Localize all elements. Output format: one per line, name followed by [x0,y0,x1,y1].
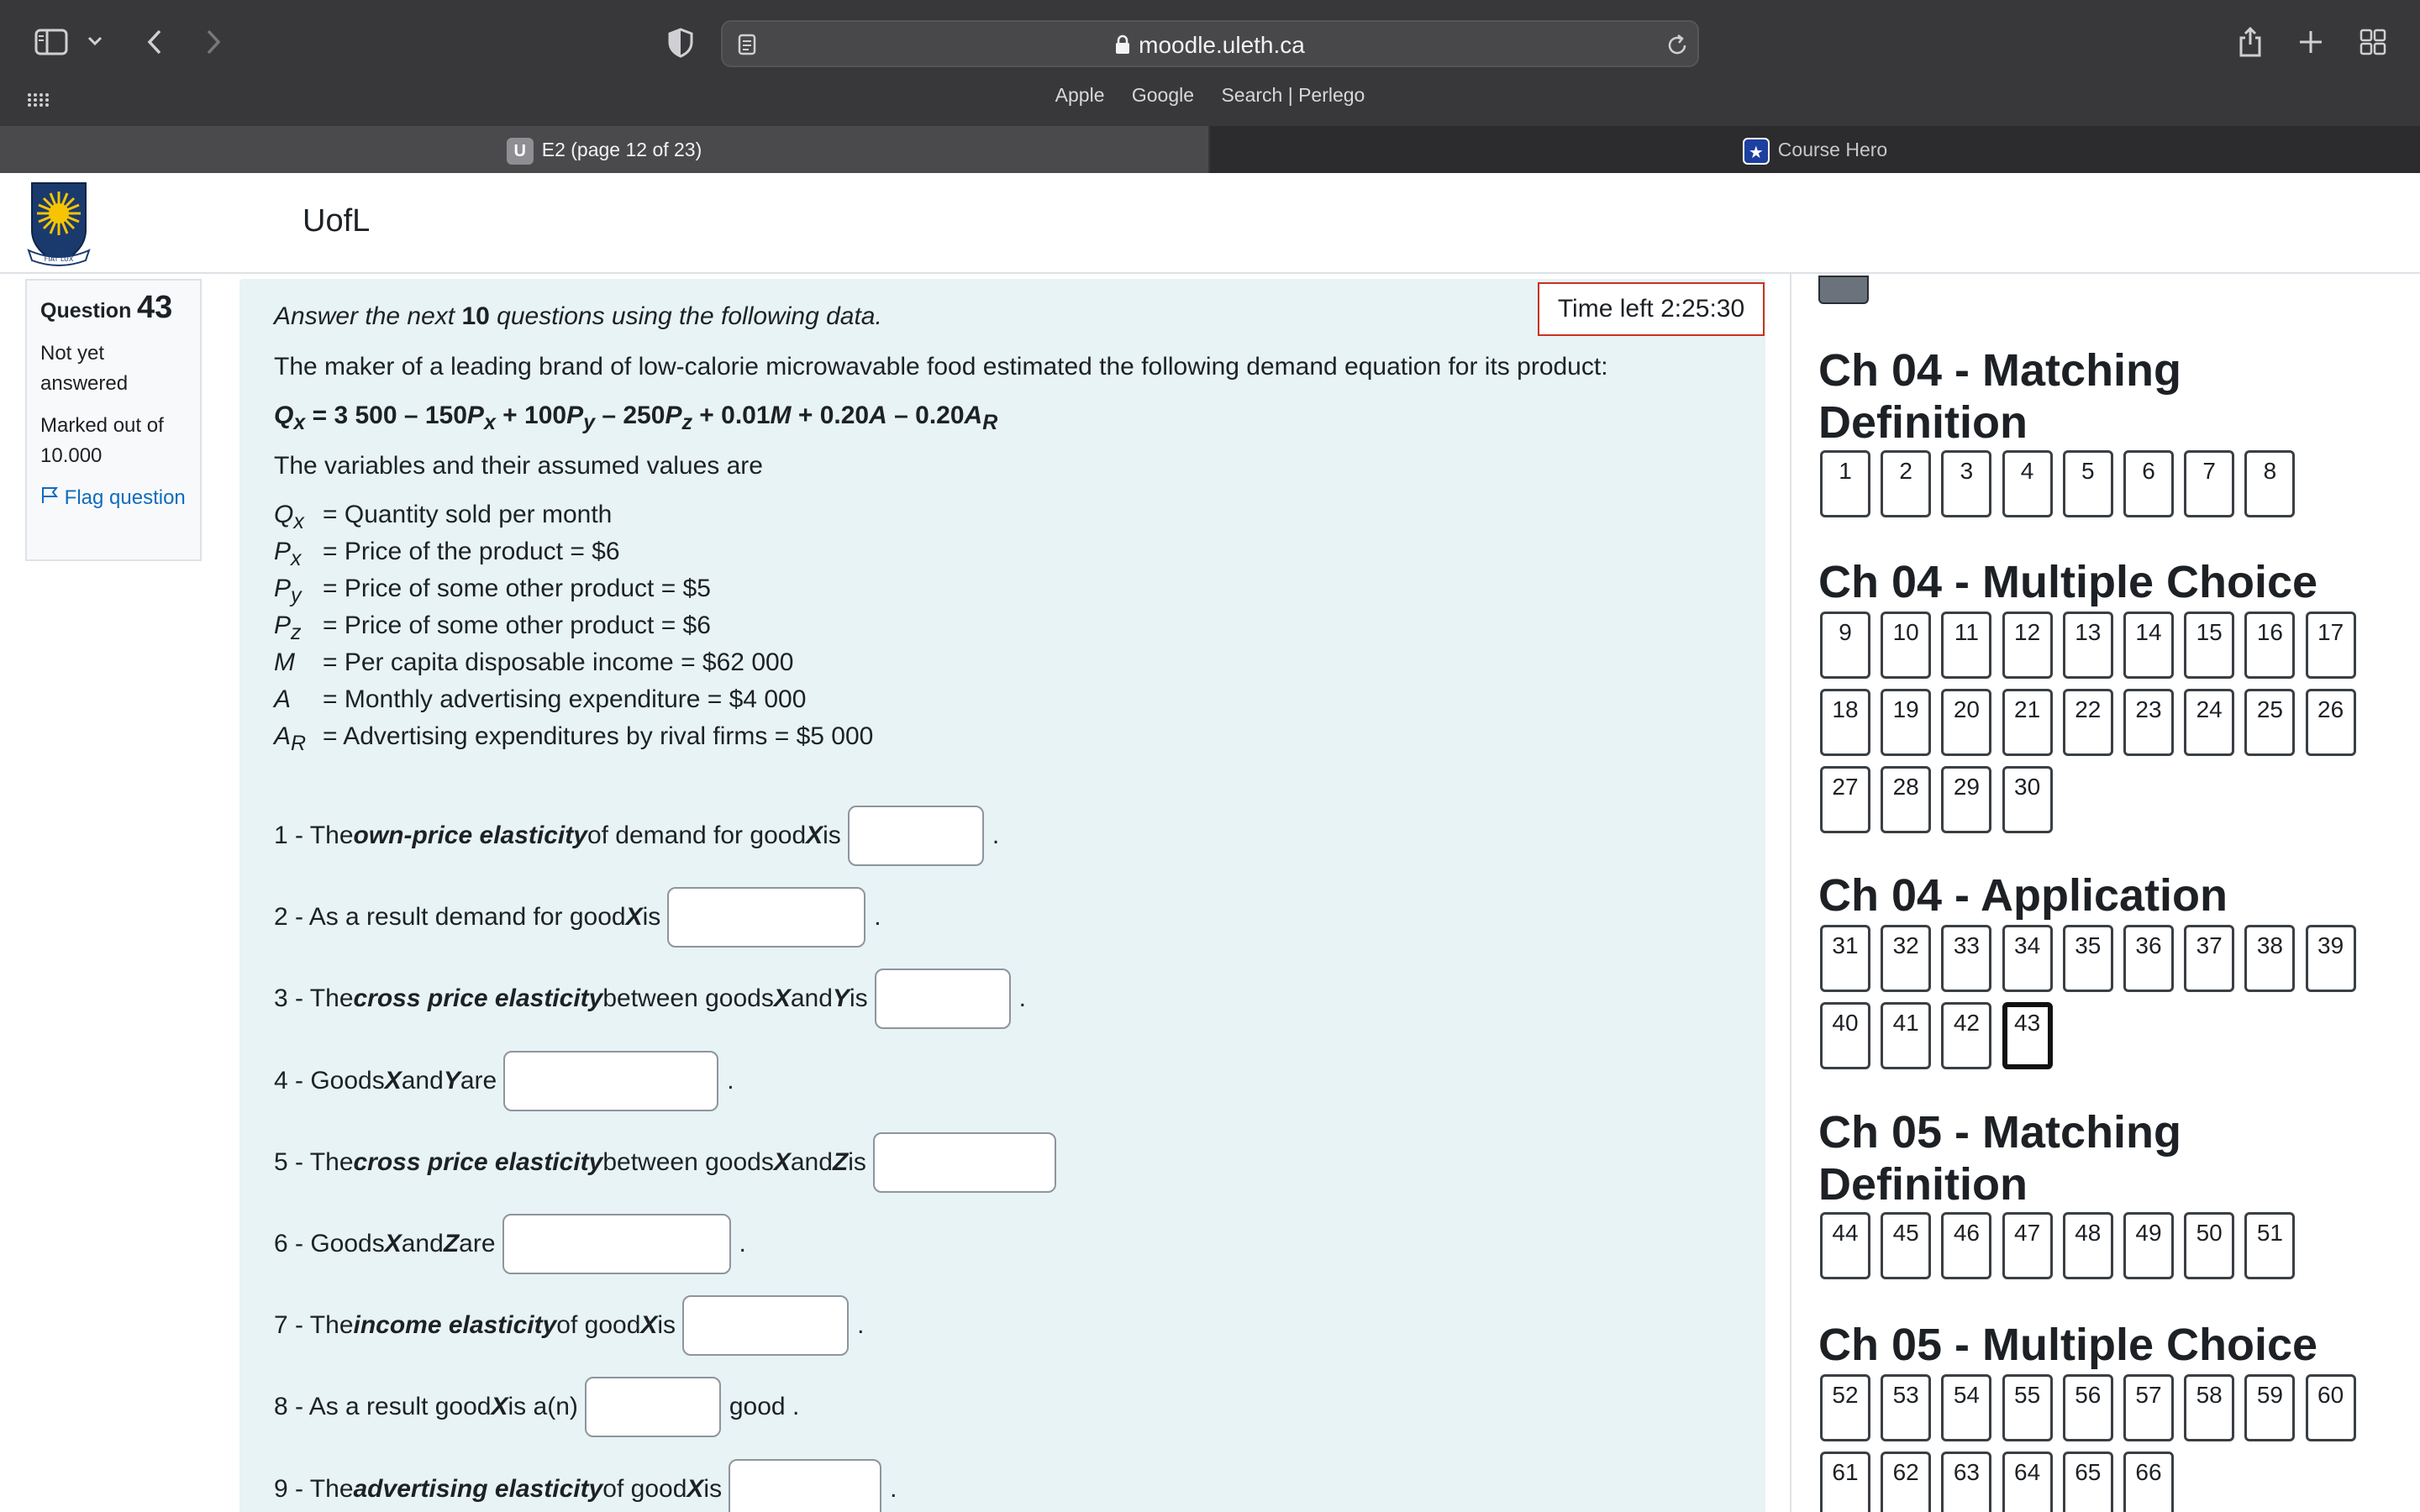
question-text-after: . [1018,984,1026,1013]
question-text-post: is [823,822,841,849]
nav-question-button[interactable]: 45 [1881,1212,1931,1279]
nav-question-button[interactable]: 59 [2244,1374,2295,1441]
question-emphasis: X [687,1474,704,1503]
variable-subscript: z [291,621,302,644]
question-state: Not yet answered [40,342,129,395]
question-text-after: . [857,1311,865,1340]
question-text-post: is [849,984,868,1013]
question-text-pre: 4 - Goods [274,1066,385,1095]
nav-question-button[interactable]: 62 [1881,1452,1931,1512]
nav-question-button[interactable]: 65 [2063,1452,2113,1512]
nav-scroll-stub[interactable] [1818,276,1869,304]
question-text-after: . [874,903,881,932]
nav-question-button[interactable]: 54 [1941,1374,1991,1441]
eq-m: M [770,402,792,429]
question-text-mid: between goods [602,984,774,1013]
nav-question-button[interactable]: 9 [1820,612,1870,679]
question-text-pre: 2 - As a result demand for good [274,903,626,932]
eq-qx: Q [274,402,294,429]
site-header [0,173,2420,274]
intro-pre: Answer the next [274,302,462,330]
nav-question-button[interactable]: 26 [2306,689,2356,756]
answer-input-6[interactable] [502,1214,731,1274]
eq-px-sub: x [483,411,496,434]
nav-question-button[interactable]: 60 [2306,1374,2356,1441]
nav-question-button[interactable]: 8 [2244,450,2295,517]
nav-question-button[interactable]: 35 [2063,925,2113,992]
question-text-mid: of good [556,1311,641,1340]
nav-question-button[interactable]: 2 [1881,450,1931,517]
question-row [274,1294,864,1357]
nav-question-button[interactable]: 25 [2244,689,2295,756]
nav-question-button[interactable]: 51 [2244,1212,2295,1279]
new-tab-icon[interactable] [2296,27,2326,57]
variable-symbol: $P_y$ [274,575,302,607]
question-text-post: is [642,903,661,932]
question-text-mid: and [401,1230,444,1257]
eq-t6: – 250 [595,402,666,429]
nav-question-button[interactable]: 44 [1820,1212,1870,1279]
variable-symbol: $P_x$ [274,538,302,570]
nav-question-button[interactable]: 63 [1941,1452,1991,1512]
nav-question-button[interactable]: 12 [2002,612,2053,679]
eq-py-sub: y [583,411,596,434]
question-row [274,1131,1065,1194]
nav-question-button[interactable]: 43 [2002,1002,2053,1069]
answer-input-7[interactable] [682,1295,849,1356]
nav-question-button[interactable]: 7 [2184,450,2234,517]
question-emphasis: income elasticity [353,1311,557,1340]
eq-px: P [466,402,484,429]
question-text-mid: between goods [602,1147,774,1176]
share-icon[interactable] [2235,24,2265,59]
question-text-mid: of demand for good [587,822,807,849]
answer-input-2[interactable] [667,887,865,948]
question-text-pre: 6 - Goods [274,1230,385,1257]
nav-question-button[interactable]: 32 [1881,925,1931,992]
variable-description: = Per capita disposable income = $62 000 [323,648,794,676]
tab-course-hero[interactable] [1210,126,2420,173]
variable-description: = Monthly advertising expenditure = $4 000 [323,685,807,713]
forward-icon[interactable] [197,25,230,59]
intro-text [274,302,882,331]
nav-question-button[interactable]: 21 [2002,689,2053,756]
demand-equation [274,402,997,435]
question-row [274,886,881,948]
variable-symbol: $Q_x$ [274,501,304,533]
variable-subscript: x [293,510,304,533]
question-emphasis: X [384,1066,402,1095]
question-row [274,968,1026,1030]
question-text-post: and [790,1147,833,1176]
eq-a: A [869,402,887,429]
nav-question-button[interactable]: 14 [2123,612,2174,679]
eq-t4: + 100 [495,402,567,429]
variable-symbol: $A_R$ [274,722,307,755]
nav-question-button[interactable]: 4 [2002,450,2053,517]
variables-intro: The variables and their assumed values are [274,452,763,480]
nav-question-button[interactable]: 28 [1881,766,1931,833]
eq-ar-sub: R [982,411,998,434]
bookmarks-bar [0,84,2420,118]
nav-question-button[interactable]: 39 [2306,925,2356,992]
variable-row [274,685,806,714]
question-label: Question [40,299,132,323]
address-bar[interactable] [721,20,1699,67]
nav-question-button[interactable]: 50 [2184,1212,2234,1279]
nav-question-button[interactable]: 24 [2184,689,2234,756]
variable-subscript: x [291,547,302,570]
variable-description: = Price of some other product = $6 [323,612,711,639]
variable-subscript: y [291,584,302,607]
tab-exam[interactable] [0,126,1208,173]
tab-overview-icon[interactable] [2358,27,2388,57]
bookmark-apple[interactable]: Apple [1055,84,1105,106]
nav-question-button[interactable]: 48 [2063,1212,2113,1279]
nav-question-button[interactable]: 53 [1881,1374,1931,1441]
question-text-pre: 5 - The [274,1147,354,1176]
question-text-after: . [890,1474,897,1503]
logo-motto: FIAT LUX [44,255,74,263]
variable-row [274,722,873,756]
tab-exam-label: E2 (page 12 of 23) [541,139,702,160]
variable-row [274,648,793,677]
nav-question-button[interactable]: 58 [2184,1374,2234,1441]
nav-question-button[interactable]: 42 [1941,1002,1991,1069]
nav-question-button[interactable]: 30 [2002,766,2053,833]
question-emphasis: Y [832,984,850,1013]
nav-question-button[interactable]: 66 [2123,1452,2174,1512]
tab-bar [0,126,2420,173]
question-text-post: and [790,984,833,1013]
question-emphasis: cross price elasticity [353,1147,603,1176]
eq-ar: A [964,402,983,429]
flag-question-link[interactable] [40,483,187,513]
nav-question-button[interactable]: 34 [2002,925,2053,992]
nav-section-title: Ch 04 - Application [1818,870,2228,921]
eq-py: P [566,402,584,429]
nav-question-button[interactable]: 6 [2123,450,2174,517]
variable-subscript: R [291,732,307,755]
eq-t12: – 0.20 [886,402,965,429]
eq-pz-sub: z [681,411,692,434]
question-text-after: . [992,822,1000,849]
nav-question-button[interactable]: 13 [2063,612,2113,679]
flag-icon [40,486,59,509]
nav-section-title: Ch 04 - Matching [1818,345,2182,396]
nav-question-button[interactable]: 19 [1881,689,1931,756]
variable-description: = Price of some other product = $5 [323,575,711,602]
question-text-mid: and [401,1066,444,1095]
variable-row [274,501,612,534]
reload-icon[interactable] [1664,32,1691,59]
eq-pz: P [665,402,682,429]
question-emphasis: cross price elasticity [353,984,603,1013]
variable-row [274,538,620,571]
nav-question-button[interactable]: 37 [2184,925,2234,992]
question-text-pre: 3 - The [274,984,354,1013]
question-text-mid: of good [602,1474,687,1503]
question-emphasis: X [491,1393,508,1421]
question-text-pre: 8 - As a result good [274,1393,492,1421]
nav-question-button[interactable]: 52 [1820,1374,1870,1441]
question-text-after: . [727,1066,734,1095]
intro-bold: 10 [461,302,490,330]
back-icon[interactable] [138,25,171,59]
course-hero-favicon-icon: ★ [1743,138,1770,165]
answer-input-8[interactable] [585,1377,721,1437]
question-text-pre: 9 - The [274,1474,354,1503]
answer-input-4[interactable] [503,1051,718,1111]
question-emphasis: X [773,1147,791,1176]
nav-question-button[interactable]: 27 [1820,766,1870,833]
answer-input-1[interactable] [848,806,984,866]
eq-t10: + 0.20 [791,402,870,429]
nav-question-button[interactable]: 36 [2123,925,2174,992]
privacy-shield-icon[interactable] [664,25,697,60]
url-display[interactable] [723,22,1697,69]
question-grade: Marked out of 10.000 [40,414,164,467]
nav-question-button[interactable]: 3 [1941,450,1991,517]
chevron-down-icon[interactable] [84,30,106,52]
bookmark-perlego[interactable]: Search | Perlego [1221,84,1365,106]
nav-question-button[interactable]: 22 [2063,689,2113,756]
eq-t2: = 3 500 – 150 [305,402,467,429]
question-text-post: are [459,1230,496,1257]
nav-question-button[interactable]: 11 [1941,612,1991,679]
question-text-post: is [703,1474,723,1503]
moodle-favicon-icon: U [507,138,534,165]
nav-question-button[interactable]: 31 [1820,925,1870,992]
variable-description: = Advertising expenditures by rival firms = $5 000 [323,722,874,750]
tab-course-hero-label: Course Hero [1777,139,1888,160]
nav-question-button[interactable]: 64 [2002,1452,2053,1512]
question-row [274,1213,746,1275]
variable-symbol: A [274,685,292,713]
nav-question-button[interactable]: 61 [1820,1452,1870,1512]
question-text-after: . [739,1230,746,1257]
url-text: moodle.uleth.ca [1139,32,1305,58]
lock-icon [1115,24,1130,71]
nav-question-button[interactable]: 1 [1820,450,1870,517]
question-row [274,1376,799,1438]
nav-section-title: Ch 04 - Multiple Choice [1818,557,2318,607]
nav-question-button[interactable]: 47 [2002,1212,2053,1279]
answer-input-9[interactable] [729,1459,881,1512]
nav-question-button[interactable]: 18 [1820,689,1870,756]
question-emphasis: X [625,903,643,932]
sidebar-toggle-icon[interactable] [32,25,71,59]
nav-section-title: Ch 05 - Matching [1818,1107,2182,1158]
nav-question-button[interactable]: 55 [2002,1374,2053,1441]
description-text: The maker of a leading brand of low-calorie microwavable food estimated the following demand equation for its product: [274,353,1608,381]
nav-section-title: Ch 05 - Multiple Choice [1818,1320,2318,1370]
variable-symbol: $P_z$ [274,612,302,644]
question-text-mid: is a(n) [508,1393,578,1421]
question-emphasis: X [806,822,823,849]
question-emphasis: Y [443,1066,460,1095]
site-name[interactable]: UofL [302,203,371,239]
question-emphasis: X [640,1311,658,1340]
nav-question-button[interactable]: 15 [2184,612,2234,679]
nav-question-button[interactable]: 20 [1941,689,1991,756]
question-info [25,279,202,561]
question-text-post: is [848,1147,866,1176]
question-row [274,1458,897,1512]
nav-question-button[interactable]: 16 [2244,612,2295,679]
question-text-after: good . [729,1393,800,1421]
nav-section-title-line2: Definition [1818,1159,2028,1210]
university-logo[interactable] [25,180,92,269]
nav-question-button[interactable]: 10 [1881,612,1931,679]
variable-description: = Price of the product = $6 [323,538,620,565]
question-emphasis: advertising elasticity [353,1474,603,1503]
nav-question-button[interactable]: 56 [2063,1374,2113,1441]
variable-row [274,612,711,645]
nav-question-button[interactable]: 57 [2123,1374,2174,1441]
nav-question-button[interactable]: 17 [2306,612,2356,679]
nav-question-button[interactable]: 46 [1941,1212,1991,1279]
question-emphasis: X [773,984,791,1013]
nav-question-button[interactable]: 40 [1820,1002,1870,1069]
question-text-post: are [460,1066,497,1095]
nav-section-title-line2: Definition [1818,397,2028,448]
flag-question-label: Flag question [64,486,186,509]
nav-question-button[interactable]: 5 [2063,450,2113,517]
question-text-post: is [657,1311,676,1340]
question-text-pre: 7 - The [274,1311,354,1340]
question-emphasis: Z [443,1230,460,1257]
nav-question-button[interactable]: 38 [2244,925,2295,992]
variable-row [274,575,711,608]
question-emphasis: Z [832,1147,849,1176]
question-emphasis: own-price elasticity [353,822,587,849]
question-row [274,1050,734,1112]
eq-t8: + 0.01 [692,402,771,429]
variable-description: = Quantity sold per month [323,501,613,528]
question-emphasis: X [384,1230,402,1257]
answer-input-3[interactable] [875,969,1011,1029]
nav-question-button[interactable]: 23 [2123,689,2174,756]
nav-question-button[interactable]: 41 [1881,1002,1931,1069]
variable-symbol: M [274,648,295,676]
nav-question-button[interactable]: 29 [1941,766,1991,833]
question-text-pre: 1 - The [274,822,354,849]
answer-input-5[interactable] [873,1132,1056,1193]
intro-post: questions using the following data. [489,302,882,330]
quiz-timer: Time left 2:25:30 [1538,282,1765,336]
bookmark-google[interactable]: Google [1131,84,1195,106]
eq-qx-sub: x [293,411,306,434]
question-row [274,805,999,867]
nav-question-button[interactable]: 33 [1941,925,1991,992]
nav-question-button[interactable]: 49 [2123,1212,2174,1279]
question-number: 43 [137,290,173,325]
browser-chrome [0,0,2420,173]
